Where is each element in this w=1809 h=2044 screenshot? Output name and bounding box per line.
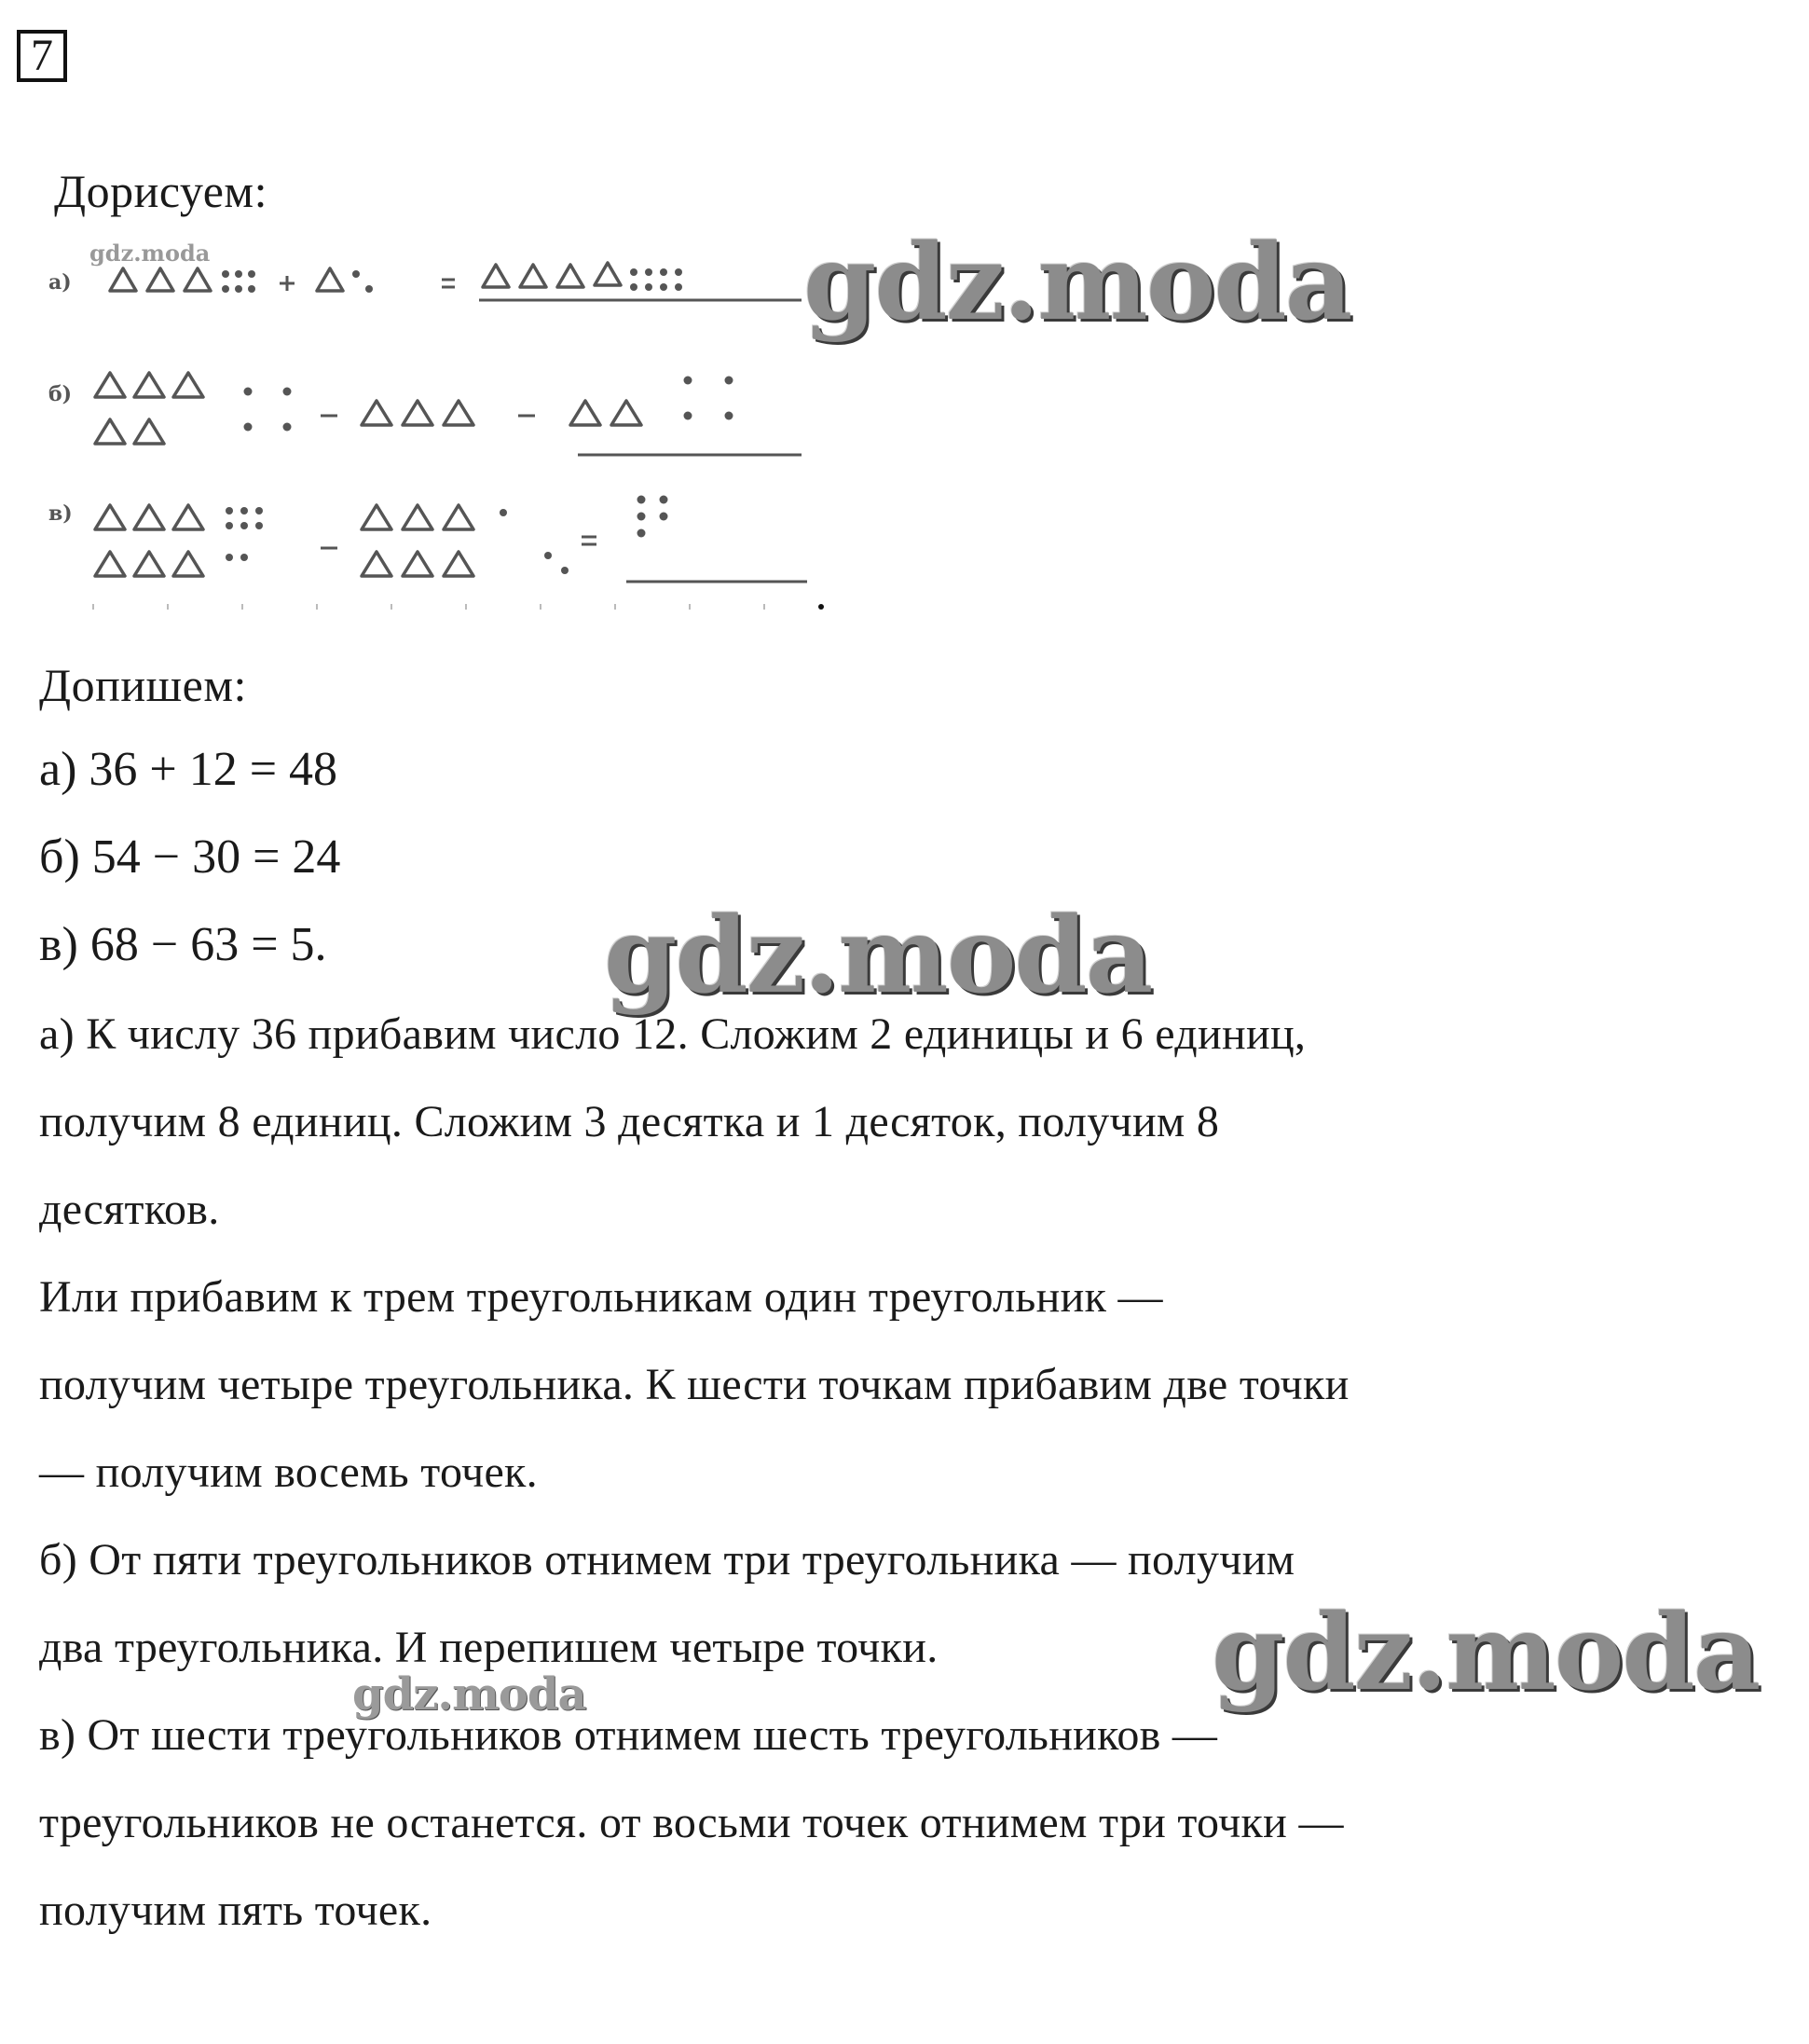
equation-a: а) 36 + 12 = 48: [39, 743, 338, 796]
watermark: gdz.moda: [1212, 1592, 1760, 1714]
figure-row-label: а): [48, 270, 72, 295]
figure-watermark: gdz.moda: [89, 240, 211, 267]
paragraph-line: — получим восемь точек.: [39, 1447, 538, 1497]
paragraph-line: б) От пяти треугольников отнимем три треугольника — получим: [39, 1535, 1295, 1584]
watermark: gdz.moda: [803, 222, 1351, 344]
paragraph-line: десятков.: [39, 1185, 220, 1234]
paragraph-line: в) От шести треугольников отнимем шесть треугольников —: [39, 1710, 1218, 1760]
paragraph-line: получим 8 единиц. Сложим 3 десятка и 1 десяток, получим 8: [39, 1097, 1220, 1146]
task-number: 7: [17, 30, 67, 82]
watermark: gdz.moda: [604, 895, 1152, 1017]
equation-b: б) 54 − 30 = 24: [39, 830, 341, 884]
figure-end-dot: [818, 604, 824, 610]
paragraph-line: треугольников не останется. от восьми точек отнимем три точки —: [39, 1798, 1344, 1847]
figure-row-label: б): [48, 382, 73, 406]
watermark: gdz.moda: [352, 1668, 586, 1721]
heading-write: Допишем:: [39, 659, 247, 711]
paragraph-line: получим четыре треугольника. К шести точкам прибавим две точки: [39, 1360, 1350, 1409]
paragraph-line: получим пять точек.: [39, 1886, 432, 1935]
figure-row-label: в): [48, 501, 73, 526]
equation-c: в) 68 − 63 = 5.: [39, 918, 327, 971]
heading-draw: Дорисуем:: [54, 165, 267, 217]
paragraph-line: два треугольника. И перепишем четыре точки.: [39, 1623, 939, 1672]
figure-triangles-dots: [37, 233, 839, 615]
paragraph-line: Или прибавим к трем треугольникам один треугольник —: [39, 1272, 1163, 1322]
paragraph-line: а) К числу 36 прибавим число 12. Сложим 2 единицы и 6 единиц,: [39, 1009, 1307, 1059]
